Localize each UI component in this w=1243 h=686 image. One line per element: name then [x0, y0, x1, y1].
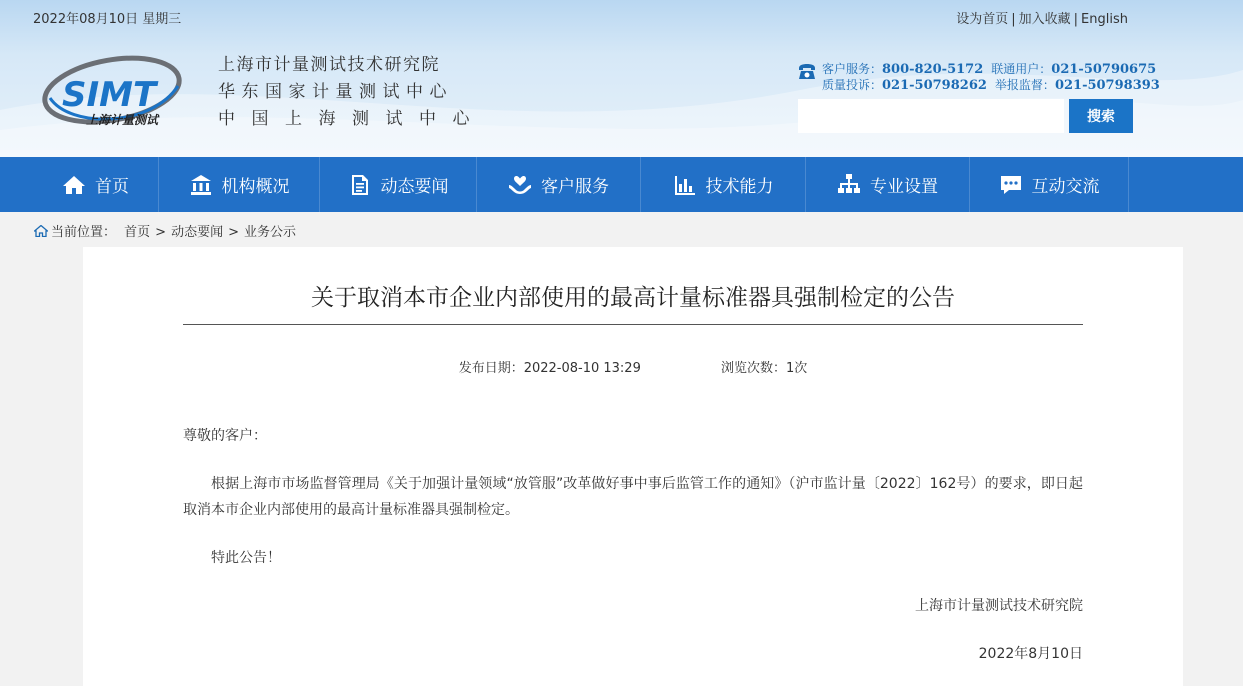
- service-label: 客户服务：: [822, 62, 883, 76]
- search-input[interactable]: [798, 99, 1064, 133]
- breadcrumb-separator: >: [155, 225, 167, 240]
- breadcrumb-news[interactable]: 动态要闻: [171, 225, 224, 240]
- nav-item-specialty[interactable]: [806, 157, 970, 212]
- link-separator: |: [1011, 12, 1016, 27]
- title-divider: [183, 324, 1083, 325]
- nav-item-label: 首页: [95, 177, 129, 197]
- views-info: [721, 357, 807, 376]
- article-title: 关于取消本市企业内部使用的最高计量标准器具强制检定的公告: [311, 285, 955, 311]
- views-count: 1次: [786, 361, 808, 376]
- contact-number: 021-50790675: [1051, 62, 1157, 77]
- contact-label: 联通用户：: [991, 62, 1052, 76]
- article-body: [183, 423, 1083, 667]
- english-link[interactable]: English: [1081, 12, 1128, 27]
- top-bar: [0, 0, 1243, 30]
- report-label: 举报监督：: [994, 78, 1055, 92]
- institution-name-3: 中国上海测试中心: [218, 109, 486, 129]
- logo-subtext: 上海计量测试: [86, 113, 159, 127]
- search-box: [798, 99, 1133, 133]
- phone-row-2: [822, 76, 1168, 93]
- set-homepage-link[interactable]: 设为首页: [956, 12, 1009, 27]
- telephone-icon: [797, 62, 817, 82]
- nav-item-label: 专业设置: [870, 177, 938, 197]
- views-label: 浏览次数：: [721, 361, 787, 376]
- nav-item-label: 技术能力: [705, 177, 774, 197]
- home-icon: [34, 225, 48, 237]
- document-icon: [348, 173, 372, 197]
- home-icon: [62, 173, 86, 197]
- breadcrumb-separator: >: [228, 225, 239, 240]
- article-paragraph: 根据上海市市场监督管理局《关于加强计量领域“放管服”改革做好事中事后监管工作的通知》（沪市监计量〔2022〕162号）的要求，即日起取消本市企业内部使用的最高计量标准器具强制检定。: [183, 476, 1083, 518]
- breadcrumb-current[interactable]: 业务公示: [244, 225, 297, 240]
- logo-text: SIMT: [62, 75, 157, 115]
- hierarchy-icon: [837, 173, 861, 197]
- institution-name-2: 华东国家计量测试中心: [218, 82, 453, 102]
- nav-item-interaction[interactable]: [970, 157, 1129, 212]
- nav-item-tech-capability[interactable]: [641, 157, 806, 212]
- phone-row-1: [822, 60, 1164, 77]
- main-nav: [0, 157, 1243, 212]
- search-button[interactable]: 搜索: [1069, 99, 1133, 133]
- top-links: [956, 8, 1128, 27]
- article-signature: 上海市计量测试技术研究院: [915, 598, 1083, 614]
- simt-logo[interactable]: [40, 50, 182, 130]
- breadcrumb-home[interactable]: 首页: [124, 225, 151, 240]
- nav-item-news[interactable]: [320, 157, 477, 212]
- chat-icon: [999, 173, 1023, 197]
- nav-item-home[interactable]: [33, 157, 159, 212]
- institution-name-1: 上海市计量测试技术研究院: [218, 55, 440, 75]
- article-container: [83, 247, 1183, 686]
- article-greeting: 尊敬的客户：: [183, 428, 267, 444]
- add-favorite-link[interactable]: 加入收藏: [1018, 12, 1071, 27]
- breadcrumb: [34, 221, 296, 240]
- breadcrumb-label: 当前位置：: [51, 225, 117, 240]
- site-header: [0, 0, 1243, 157]
- publish-info: [459, 357, 641, 376]
- nav-item-label: 动态要闻: [380, 177, 449, 197]
- nav-item-label: 客户服务: [541, 177, 609, 197]
- institution-icon: [189, 173, 213, 197]
- nav-item-about[interactable]: [159, 157, 320, 212]
- report-number: 021-50798393: [1054, 78, 1160, 93]
- nav-item-customer-service[interactable]: [477, 157, 641, 212]
- link-separator: |: [1073, 12, 1079, 27]
- complaint-label: 质量投诉：: [822, 78, 883, 92]
- article-sign-date: 2022年8月10日: [978, 646, 1083, 662]
- institution-names: [218, 52, 486, 133]
- nav-item-label: 机构概况: [221, 177, 290, 197]
- publish-label: 发布日期：: [458, 361, 524, 376]
- publish-date: 2022-08-10 13:29: [523, 361, 641, 376]
- bar-chart-icon: [673, 173, 697, 197]
- nav-item-label: 互动交流: [1031, 177, 1100, 197]
- current-date: 2022年08月10日 星期三: [33, 12, 182, 27]
- service-number: 800-820-5172: [882, 62, 984, 77]
- complaint-number: 021-50798262: [882, 78, 987, 93]
- article-meta: [183, 357, 1083, 376]
- article-closing: 特此公告！: [211, 550, 281, 566]
- heart-hands-icon: [508, 173, 532, 197]
